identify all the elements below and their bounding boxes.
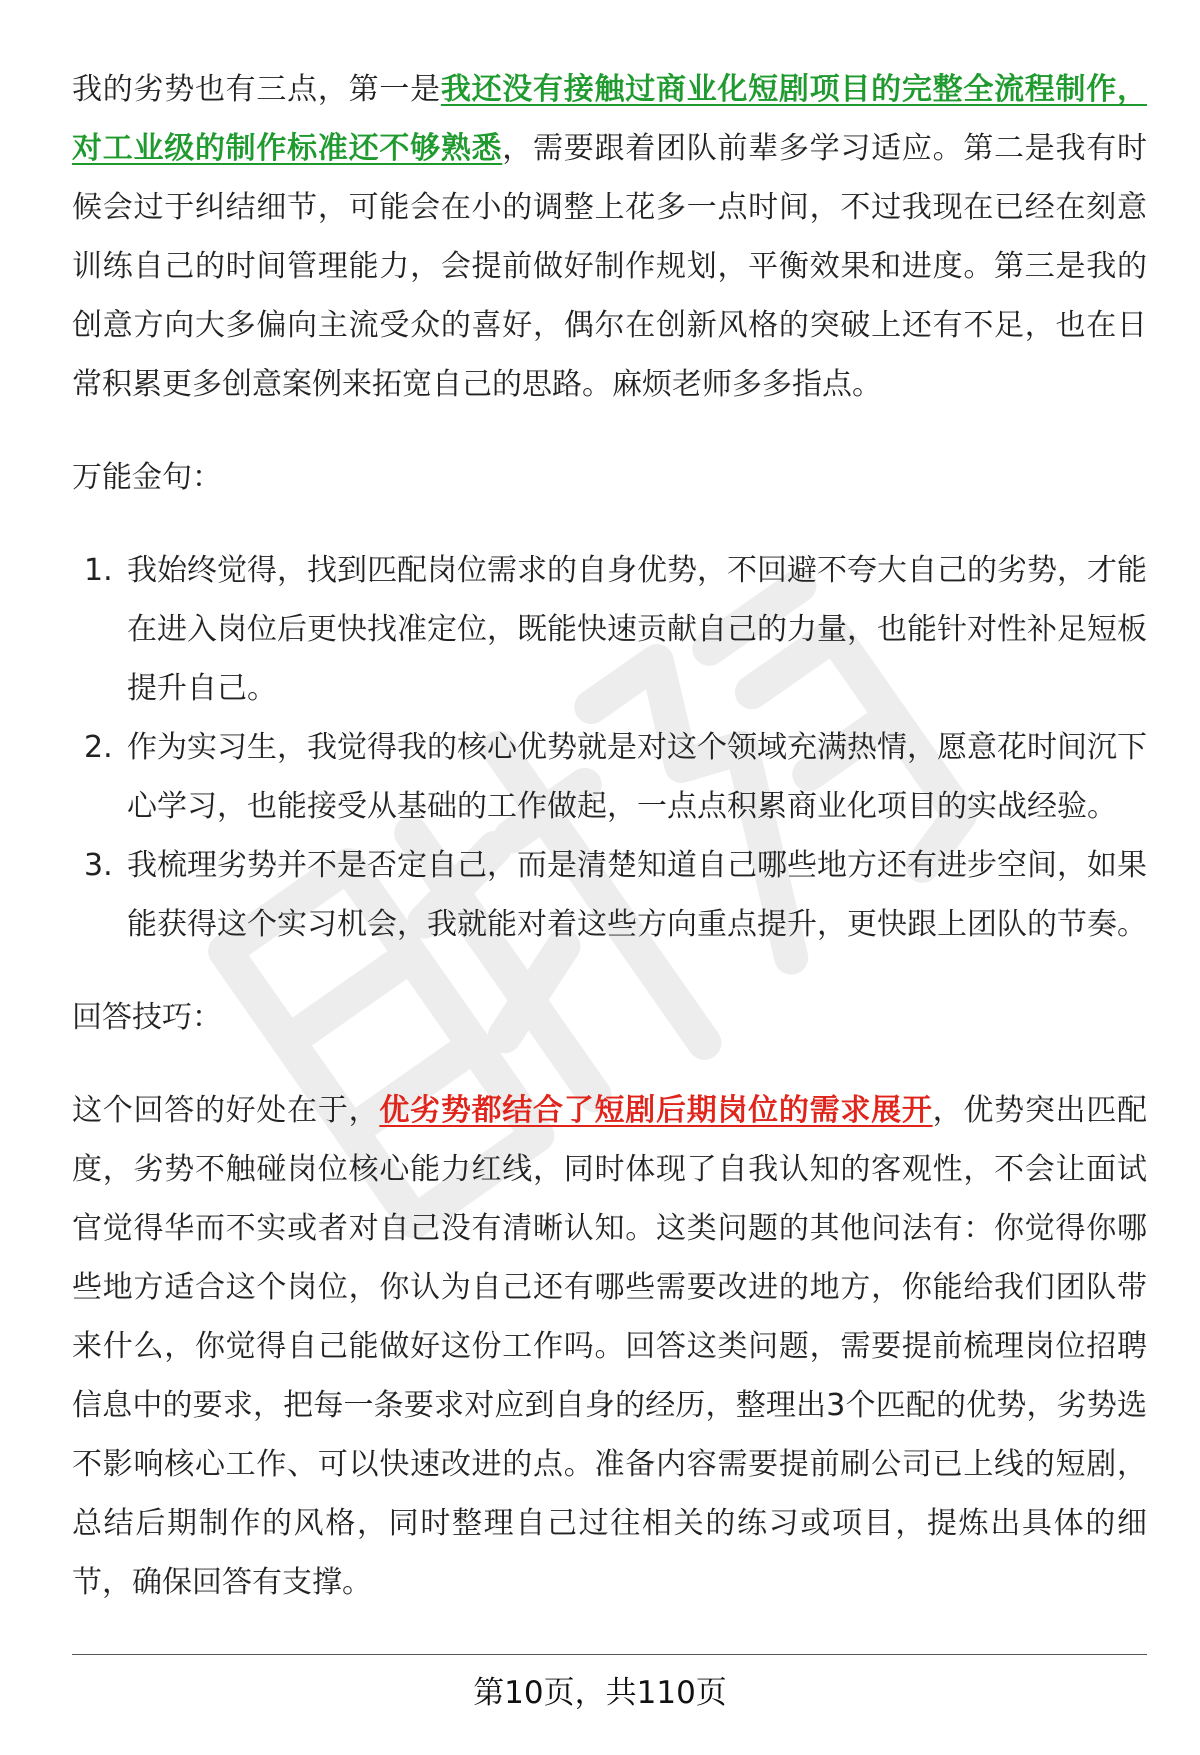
- page-number: 第10页，共110页: [473, 1675, 727, 1711]
- section-heading-golden-sentences: 万能金句：: [72, 460, 222, 495]
- answer-tips-paragraph: [72, 1081, 1147, 1612]
- highlighted-phrase: 我还没有接触过商业化短剧项目的完整全流程制作，对工业级的制作标准还不够熟悉: [72, 72, 1148, 166]
- list-item-number: 1.: [84, 553, 113, 588]
- paragraph-text: 这个回答的好处在于，: [72, 1093, 380, 1128]
- page-content: [72, 60, 1147, 1646]
- highlighted-phrase: 优劣势都结合了短剧后期岗位的需求展开: [379, 1093, 933, 1128]
- list-item: [72, 541, 1147, 718]
- paragraph-text: ，优势突出匹配度，劣势不触碰岗位核心能力红线，同时体现了自我认知的客观性，不会让面试官觉得华而不实或者对自己没有清晰认知。这类问题的其他问法有：你觉得你哪些地方适合这个岗位，你认为自己还有哪些需要改进的地方，你能给我们团队带来什么，你觉得自己能做好这份工作吗。回答这类问题，需要提前梳理岗位招聘信息中的要求，把每一条要求对应到自身的经历，整理出3个匹配的优势，劣势选不影响核心工作、可以快速改进的点。准备内容需要提前刷公司已上线的短剧，总结后期制作的风格，同时整理自己过往相关的练习或项目，提炼出具体的细节，确保回答有支撑。: [72, 1093, 1148, 1600]
- footer-divider: [72, 1654, 1147, 1655]
- list-item-text: 我始终觉得，找到匹配岗位需求的自身优势，不回避不夸大自己的劣势，才能在进入岗位后更快找准定位，既能快速贡献自己的力量，也能针对性补足短板提升自己。: [127, 553, 1147, 706]
- list-item-number: 2.: [84, 730, 113, 765]
- list-item-text: 作为实习生，我觉得我的核心优势就是对这个领域充满热情，愿意花时间沉下心学习，也能接受从基础的工作做起，一点点积累商业化项目的实战经验。: [127, 730, 1147, 824]
- paragraph-text: 我的劣势也有三点，第一是: [72, 72, 441, 107]
- list-item-text: 我梳理劣势并不是否定自己，而是清楚知道自己哪些地方还有进步空间，如果能获得这个实习机会，我就能对着这些方向重点提升，更快跟上团队的节奏。: [127, 848, 1147, 942]
- list-item-number: 3.: [84, 848, 113, 883]
- paragraph-text: ，需要跟着团队前辈多学习适应。第二是我有时候会过于纠结细节，可能会在小的调整上花多一点时间，不过我现在已经在刻意训练自己的时间管理能力，会提前做好制作规划，平衡效果和进度。第三是我的创意方向大多偏向主流受众的喜好，偶尔在创新风格的突破上还有不足，也在日常积累更多创意案例来拓宽自己的思路。麻烦老师多多指点。: [72, 131, 1148, 402]
- list-item: [72, 718, 1147, 836]
- weakness-paragraph: [72, 60, 1147, 414]
- section-heading-answer-tips: 回答技巧：: [72, 1000, 222, 1035]
- list-item: [72, 836, 1147, 954]
- golden-sentences-list: [72, 541, 1147, 954]
